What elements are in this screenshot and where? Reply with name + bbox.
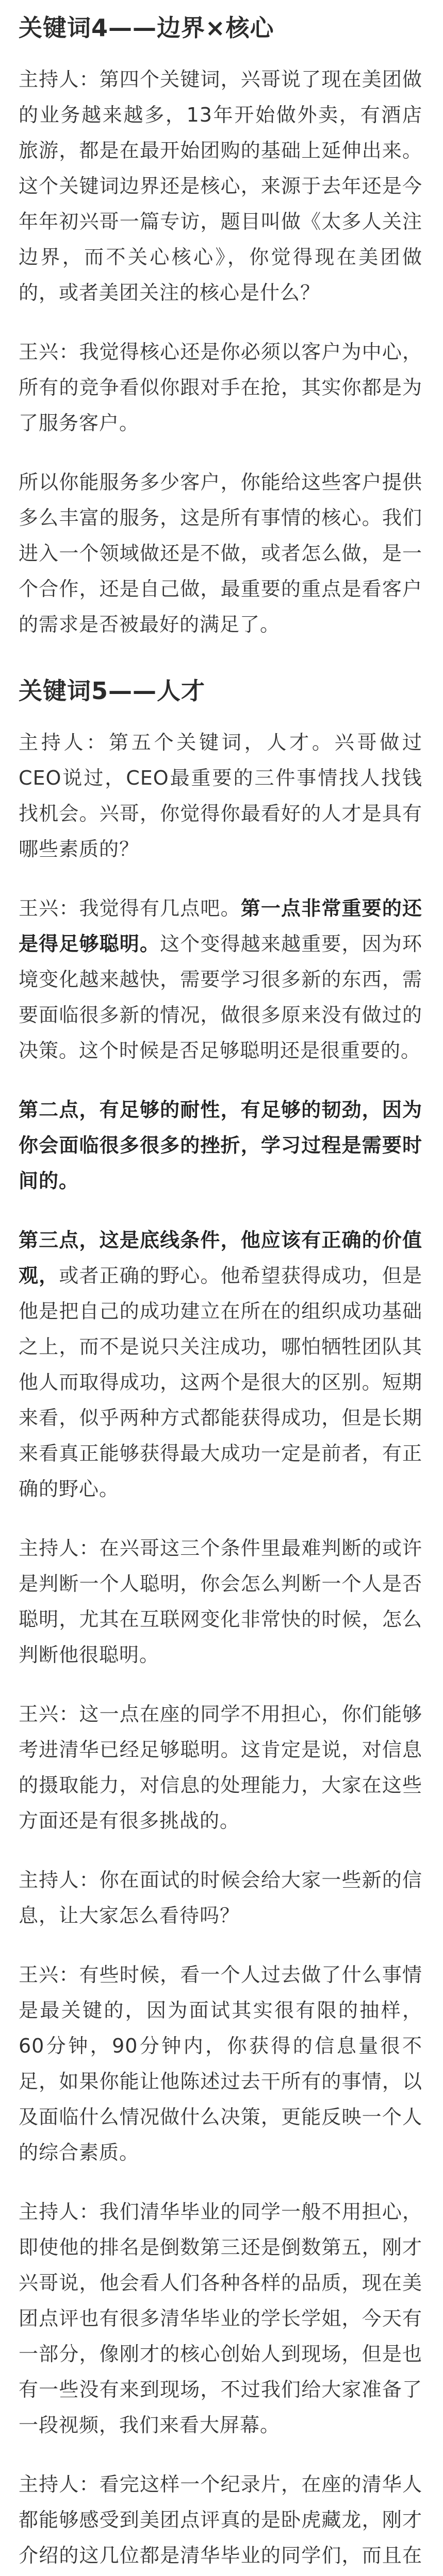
- host-question-interview: 主持人：你在面试的时候会给大家一些新的信息，让大家怎么看待吗？: [19, 1869, 422, 1927]
- point-three-values: [19, 1223, 422, 1507]
- wangxing-answer-tsinghua: 王兴：这一点在座的同学不用担心，你们能够考进清华已经足够聪明。这肯定是说，对信息的摄取能力，对信息的处理能力，大家在这些方面还是有很多挑战的。: [19, 1703, 422, 1832]
- answer-intro: 王兴：我觉得有几点吧。: [19, 897, 241, 920]
- point-one-detail: 这个变得越来越重要，因为环境变化越来越快，需要学习很多新的东西，需要面临很多新的情况，做很多原来没有做过的决策。这个时候是否足够聪明还是很重要的。: [19, 933, 422, 1062]
- point-two-bold: 第二点，有足够的耐性，有足够的韧劲，因为你会面临很多很多的挫折，学习过程是需要时间的。: [19, 1098, 422, 1192]
- point-two-patience: [19, 1092, 422, 1199]
- point-one-bold: 第一点非常重要的还是得足够聪明。: [19, 897, 422, 955]
- host-remark-video: 主持人：我们清华毕业的同学一般不用担心，即使他的排名是倒数第三还是倒数第五，刚才兴哥说，他会看人们各种各样的品质，现在美团点评也有很多清华毕业的学长学姐，今天有一部分，像刚才的核心创始人到现场，但是也有一些没有来到现场，不过我们给大家准备了一段视频，我们来看大屏幕。: [19, 2200, 422, 2436]
- wangxing-answer-serve-customers: 所以你能服务多少客户，你能给这些客户提供多么丰富的服务，这是所有事情的核心。我们进入一个领域做还是不做，或者怎么做，是一个合作，还是自己做，最重要的重点是看客户的需求是否被最好的满足了。: [19, 471, 422, 636]
- host-question-talent: 主持人：第五个关键词，人才。兴哥做过CEO说过，CEO最重要的三件事情找人找钱找机会。兴哥，你觉得你最看好的人才是具有哪些素质的？: [19, 731, 422, 860]
- point-three-detail: 或者正确的野心。他希望获得成功，但是他是把自己的成功建立在所在的组织成功基础之上，而不是说只关注成功，哪怕牺牲团队其他人而取得成功，这两个是很大的区别。短期来看，似乎两种方式都能获得成功，但是长期来看真正能够获得最大成功一定是前者，有正确的野心。: [19, 1264, 422, 1500]
- host-question-boundary: 主持人：第四个关键词，兴哥说了现在美团做的业务越来越多，13年开始做外卖，有酒店旅游，都是在最开始团购的基础上延伸出来。这个关键词边界还是核心，来源于去年还是今年年初兴哥一篇专访，题目叫做《太多人关注边界，而不关心核心》，你觉得现在美团做的，或者美团关注的核心是什么？: [19, 68, 422, 304]
- wangxing-answer-interview: 王兴：有些时候，看一个人过去做了什么事情是最关键的，因为面试其实很有限的抽样，60分钟，90分钟内，你获得的信息量很不足，如果你能让他陈述过去干所有的事情，以及面临什么情况做什么决策，更能反映一个人的综合素质。: [19, 1963, 422, 2164]
- host-question-judge-smart: 主持人：在兴哥这三个条件里最难判断的或许是判断一个人聪明，你会怎么判断一个人是否聪明，尤其在互联网变化非常快的时候，怎么判断他很聪明。: [19, 1537, 422, 1666]
- section-heading-talent: 关键词5——人才: [19, 677, 206, 705]
- host-question-advantage: 主持人：看完这样一个纪录片，在座的清华人都能够感受到美团点评真的是卧虎藏龙，刚才介绍的这几位都是清华毕业的同学们，而且在: [19, 2473, 422, 2567]
- section-heading-boundary-core: 关键词4——边界×核心: [19, 14, 274, 42]
- wangxing-answer-smart: [19, 891, 422, 1069]
- wangxing-answer-customer-centric: 王兴：我觉得核心还是你必须以客户为中心，所有的竞争看似你跟对手在抢，其实你都是为了服务客户。: [19, 341, 422, 434]
- point-three-bold: 第三点，这是底线条件，他应该有正确的价值观，: [19, 1229, 422, 1287]
